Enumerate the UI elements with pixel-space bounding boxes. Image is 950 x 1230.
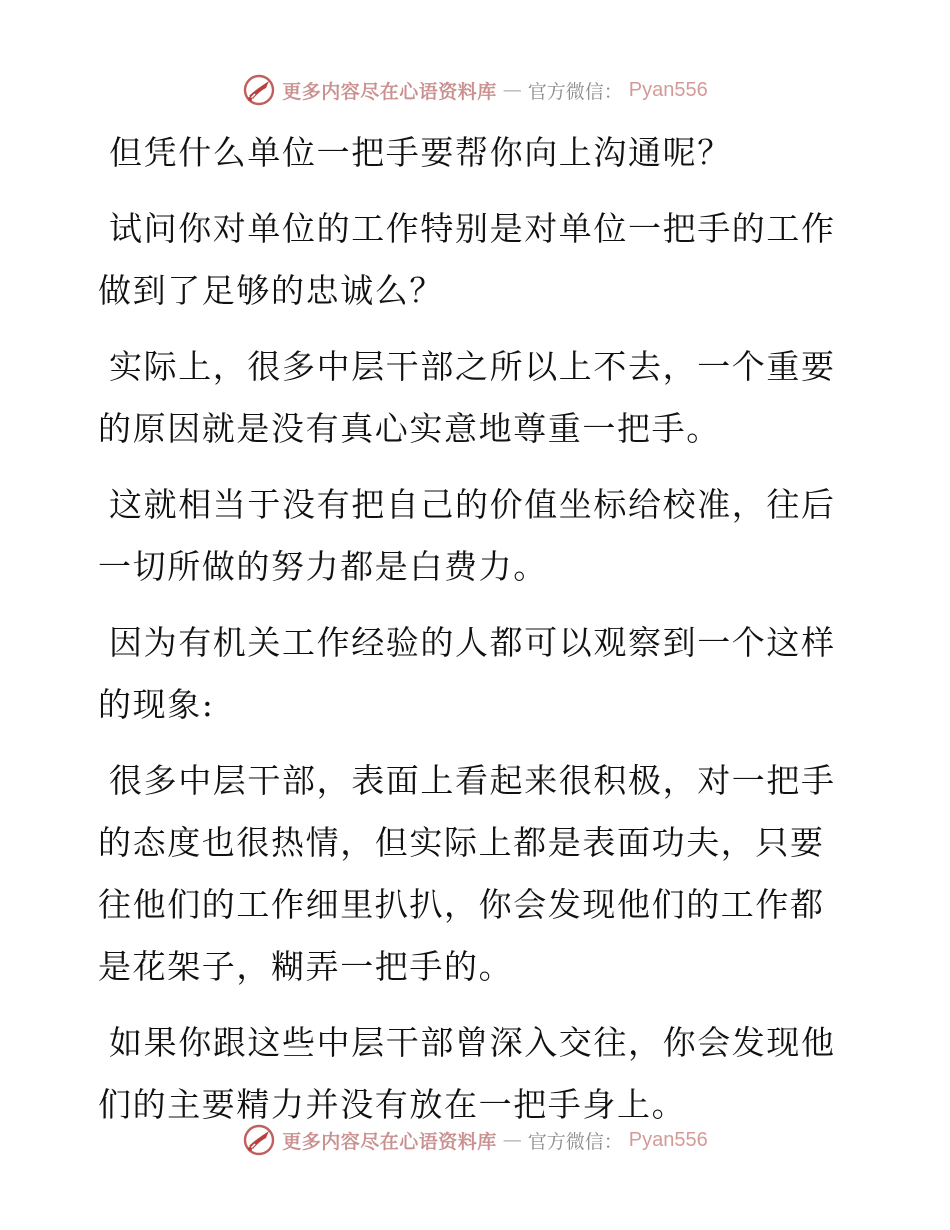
paragraph-4: 这就相当于没有把自己的价值坐标给校准，往后一切所做的努力都是白费力。 <box>98 485 836 586</box>
header-watermark-banner <box>0 70 950 110</box>
header-wechat-label: 官方微信： <box>527 80 623 103</box>
footer-watermark-banner <box>0 1120 950 1160</box>
pen-nib-circle-icon <box>242 1123 276 1157</box>
header-separator: — <box>502 79 522 101</box>
paragraph-5: 因为有机关工作经验的人都可以观察到一个这样的现象: <box>98 623 836 724</box>
header-brand-text: 更多内容尽在心语资料库 <box>282 80 497 103</box>
footer-brand-text: 更多内容尽在心语资料库 <box>282 1130 497 1153</box>
footer-separator: — <box>502 1129 522 1151</box>
footer-wechat-id: Pyan556 <box>628 1128 708 1151</box>
paragraph-1: 但凭什么单位一把手要帮你向上沟通呢？ <box>109 133 732 172</box>
footer-wechat-label: 官方微信： <box>527 1130 623 1153</box>
paragraph-2: 试问你对单位的工作特别是对单位一把手的工作做到了足够的忠诚么？ <box>98 209 836 310</box>
paragraph-6: 很多中层干部，表面上看起来很积极，对一把手的态度也很热情，但实际上都是表面功夫，只要往他们的工作细里扒扒，你会发现他们的工作都是花架子，糊弄一把手的。 <box>98 761 836 986</box>
paragraph-7: 如果你跟这些中层干部曾深入交往，你会发现他们的主要精力并没有放在一把手身上。 <box>98 1023 836 1124</box>
header-wechat-id: Pyan556 <box>628 78 708 101</box>
pen-nib-circle-icon <box>242 73 276 107</box>
paragraph-3: 实际上，很多中层干部之所以上不去，一个重要的原因就是没有真心实意地尊重一把手。 <box>98 347 836 448</box>
document-body <box>98 122 858 1150</box>
